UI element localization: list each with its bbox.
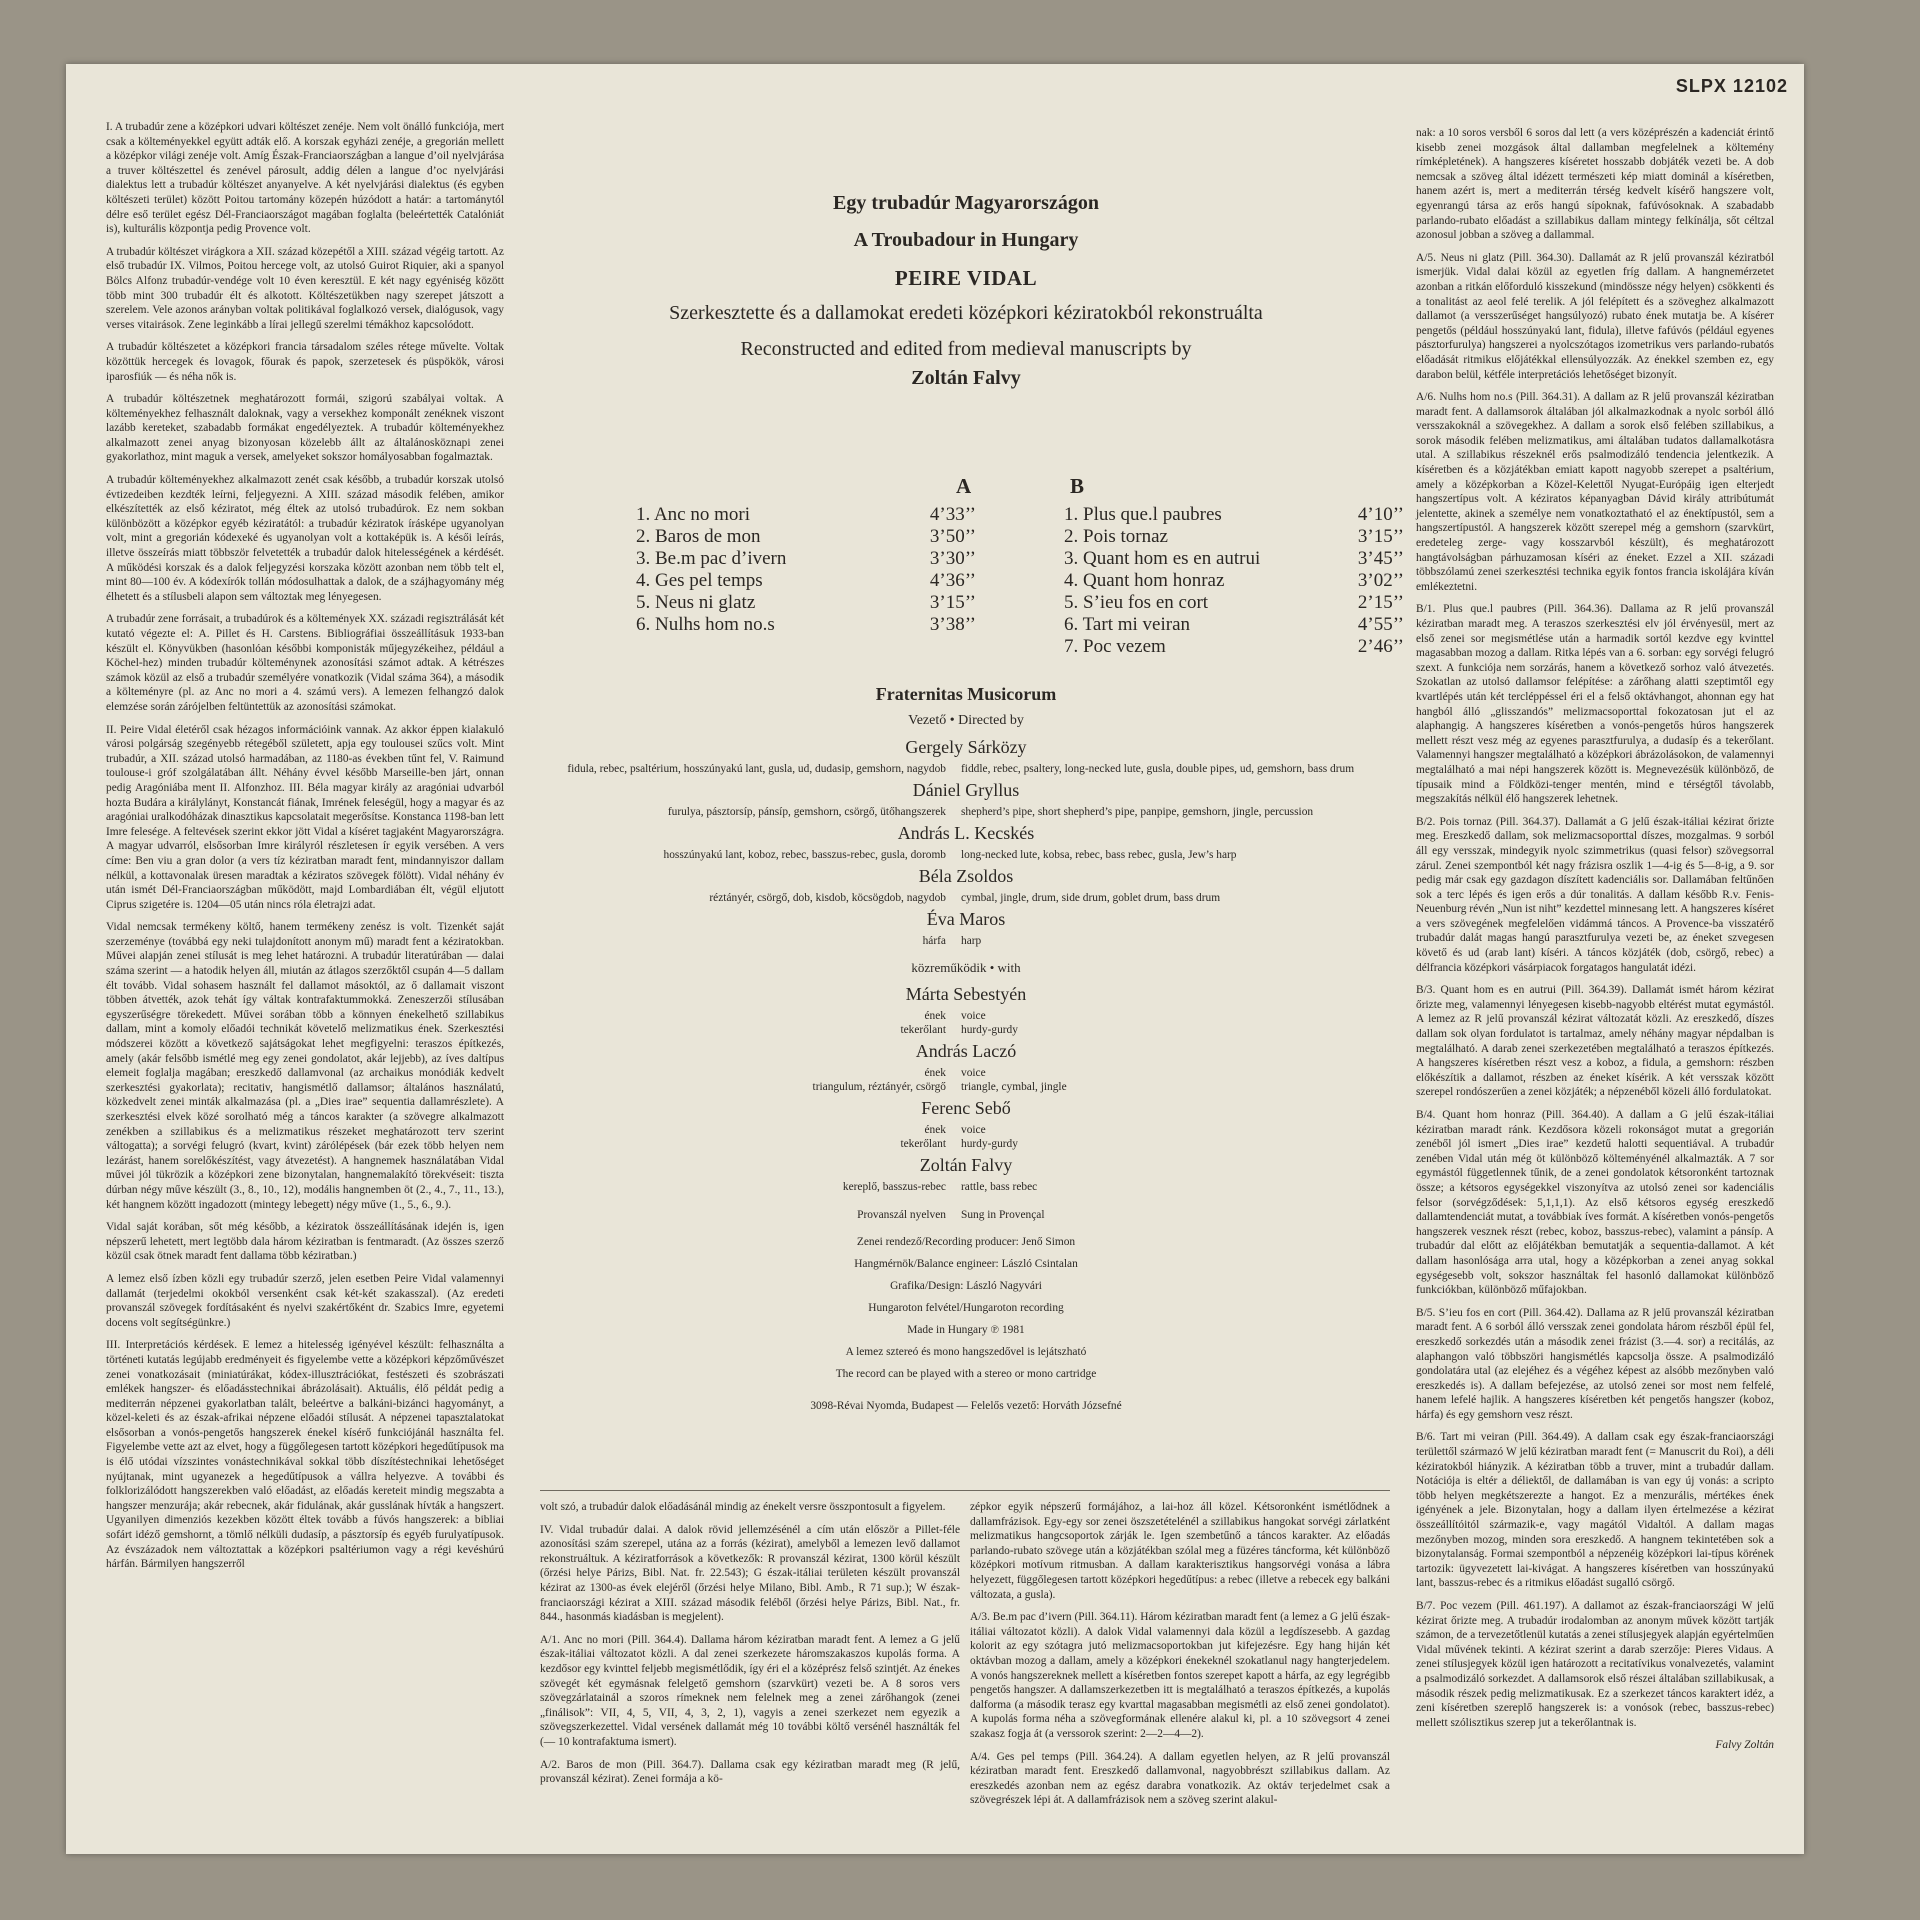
- track-duration: 3’38’’: [929, 614, 976, 635]
- instrument-row: [556, 1123, 1376, 1151]
- track-duration: 3’15’’: [1357, 526, 1404, 547]
- instrument-row: [556, 1009, 1376, 1037]
- language-hungarian: Provanszál nyelven: [857, 1209, 946, 1221]
- instruments-hungarian: ének tekerőlant: [900, 1124, 946, 1150]
- track-row: [1064, 526, 1404, 548]
- side-a-label: A: [956, 474, 972, 498]
- track-duration: 2’46’’: [1357, 636, 1404, 657]
- notes-paragraph: I. A trubadúr zene a középkori udvari költészet zenéje. Nem volt önálló funkciója, mert csak a költeményekkel együtt adták elő. A korszak egyházi zenéje, a gregorián mellett a középkor világi zenéje volt. Amíg Észak-Franciaországban a langue d’oil nyelvjárása a truver költészettel és zenével párosult, addig délen a langue d’oc nyelvjárási dialektus lett a trubadúr költészet anyanyelve. A két nyelvjárási dialektus (és egyben költészeti terület) között Poitou tartomány közepén húzódott a határ: a tartománytól délre eső terület egész Dél-Franciaországot magában foglalta (beleértették Catalóniát is), kulturális központja pedig Provence volt.: [106, 121, 504, 236]
- notes-paragraph: B/4. Quant hom honraz (Pill. 364.40). A dallam a G jelű észak-itáliai kéziratban maradt ránk. Kezdősora közeli rokonságot mutat a gregorián zenéből jól ismert „Dies irae” kezdetű halotti sequentiával. A trubadúr zenében Vidal után még öt különböző költeményénél alkalmazták. A 7 sor egymástól függetlennek tűnik, de a zenei gondolatok kétsoronként tartoznak össze; a kétsoros egységekkel viszonyítva az utolsó zenei sor kadenciális felsor (sorvégződések: 5,1,1,1). Az első kétsoros egység ereszkedő dallamtendenciát mutat, a továbbiak íves formát. A kíséretben vonós-pengetős hangszerek vesznek részt (rebec, koboz, basszus-rebec), valamint a pánsíp. A trubadúr dal előtt az előjátékban bemutatják a sequentia-dallamot. A két dallam hasonlósága arra utal, hogy a középkorban a zenei anyag sokkal egységesebb volt, sokszor használtak fel hasonló dallamokat különböző funkciókban, különböző műfajokban.: [1416, 1109, 1774, 1297]
- title-block: [556, 134, 1376, 390]
- instruments-hungarian: furulya, pásztorsíp, pánsíp, gemshorn, csörgő, ütőhangszerek: [667, 806, 946, 818]
- track-title: 6. Nulhs hom no.s: [636, 614, 775, 635]
- notes-paragraph: A/6. Nulhs hom no.s (Pill. 364.31). A dallam az R jelű provanszál kéziratban maradt fent. A dallamsorok általában jól alkalmazkodnak a nyolc sorból álló versszakoknál a szövegekhez. A dallam a sorok első felében szillabikus, a sorok második felében melizmatikus, ami általában tudatos dallamalkotásra utal. A szillabikus részeknél erős psalmodizáló tendencia jelentkezik. A kíséretben és a közjátékban emiatt kapott nagyobb szerepet a psaltérium, amely a középkorban a Közel-Kelettől Nyugat-Európáig igen elterjedt hangszertípus volt. A kéziratos képanyagban Dávid király attribútumát jelentette, akinek a személye nem vonatkoztatható el az énektípustól, sem a hangszertípustól. A hangszerek között szerepel még a gemshorn (szarvkürt, eredeteleg zerge- vagy kosszarvból készült), és meghatározott hangtávolságban párhuzamosan kíséri az éneket. Ezzel a XII. századi többszólamú zenei szerkesztési technika egyik fontos francia iskolájára kíván emlékeztetni.: [1416, 391, 1774, 593]
- notes-column-right: [1416, 126, 1774, 1753]
- instruments-hungarian: hárfa: [922, 935, 946, 947]
- ensemble-name: Fraternitas Musicorum: [875, 684, 1057, 704]
- instruments-english: voice triangle, cymbal, jingle: [961, 1067, 1067, 1093]
- track-title: 4. Ges pel temps: [636, 570, 763, 591]
- notes-paragraph: B/7. Poc vezem (Pill. 461.197). A dallamot az észak-franciaországi W jelű kézirat őrizte meg. A trubadúr irodalomban az anonym művek között tartják számon, de a tervezetőtlenül kutatás a zenei stílusjegyek alapján egyértelműen Vidal művének tekinti. A kézirat szerint a darab szerzője: Pieres Vidaus. A zenei stílusjegyek közül igen határozott a recitatívikus vonalvezetés, valamint a psalmodizáló sorkezdet. A dallamsorok első részei általában szillabikusak, a második részek pedig melizmatikusak. Ez a szerkezet táncos karaktert idéz, a zeni kíséretben szereplő hangszerek is: a vonósok (rebec, basszus-rebec) mellett szólisztikus szerep jut a tekerőlantnak is.: [1416, 1600, 1774, 1729]
- printer-line: 3098-Révai Nyomda, Budapest — Felelős vezető: Horváth Józsefné: [810, 1400, 1122, 1412]
- notes-paragraph: A trubadúr zene forrásait, a trubadúrok és a költemények XX. századi regisztrálását két kutató végezte el: A. Pillet és H. Carstens. Bibliográfiai összeállításuk 1933-ban készült el. Könyvükben (hasonlóan későbbi komponisták műjegyzékeihez, például a Köchel-hez) minden trubadúr költeménynek azonosítási számot adtak. A kétrészes számok közül az első a trubadúr személyére vonatkozik (Vidal száma 364), a második a költeményre (pl. az Anc no mori a 4. számú vers). A lemezen felhangzó dalok elemzése során zárójelben feltüntettük az azonosítási számokat.: [106, 613, 504, 713]
- notes-paragraph: A/4. Ges pel temps (Pill. 364.24). A dallam egyetlen helyen, az R jelű provanszál kéziratban maradt fent. Ereszkedő dallamvonal, nagyobbrészt szillabikus dallam. Az ereszkedés azonban nem az egész darabra vonatkozik. Az oktáv terjedelmet csak a szövegrészek lépi át. A dallamfrázisok nem a szöveg szerint alakul-: [970, 1750, 1390, 1807]
- instruments-hungarian: ének tekerőlant: [900, 1010, 946, 1036]
- notes-paragraph: B/1. Plus que.l paubres (Pill. 364.36). Dallama az R jelű provanszál kéziratban maradt meg. A teraszos szerkesztési elv jól érvényesül, mert az első zenei sor megismétlése után a harmadik sortól kezdve egy kvinttel magasabban mozog a dallam. Ritka lépés van a 6. sorban: egy sorvégi felugró szext. A funkciója nem sorzárás, hanem a következő sorhoz való átvezetés. Szokatlan az utolsó dallamsor felépítése: a zárőhang alatti szeptimtől egy kvartlépés után két tercléppéssel éri el a felső oktávhangot, ahonnan egy hat hangból álló „glisszandós” melizmacsoporttal fokozatosan jut el az alaphangig. A hangszeres kíséretben a vonós-pengetős húros hangszerek mellett részt vesz még az egyenes parasztfurulya, a dudasíp és a tekerőlant. Valamennyi hangszer megtalálható a középkori ábrázolásokon, de valamennyi megtalálható a mai népi hangszerek között is. Megnevezésük különböző, de típusaik mind a Földközi-tenger mentén, mind e térségtől távolabb, megszakítás nélkül élő hangszerek lehetnek.: [1416, 603, 1774, 806]
- notes-paragraph: A/2. Baros de mon (Pill. 364.7). Dallama csak egy kéziratban maradt meg (R jelű, provanszál kézirat). Zenei formája a kö-: [540, 1758, 960, 1786]
- guests-list: [556, 984, 1376, 1194]
- divider-line: [540, 1490, 1390, 1491]
- subtitle-hungarian: Szerkesztette és a dallamokat eredeti középkori kéziratokból rekonstruálta: [669, 302, 1263, 324]
- track-title: 3. Quant hom es en autrui: [1064, 548, 1261, 569]
- track-title: 7. Poc vezem: [1064, 636, 1166, 657]
- notes-column-middle-left: [540, 1500, 960, 1795]
- production-line: Grafika/Design: László Nagyvári: [890, 1280, 1042, 1292]
- musician-name: Éva Maros: [926, 909, 1006, 929]
- track-duration: 4’33’’: [929, 504, 976, 525]
- production-line: Zenei rendező/Recording producer: Jenő Simon: [856, 1236, 1076, 1248]
- with-label: közreműködik • with: [911, 960, 1021, 975]
- instruments-hungarian: ének triangulum, réztányér, csörgő: [812, 1067, 946, 1093]
- notes-paragraph: B/6. Tart mi veiran (Pill. 364.49). A dallam csak egy észak-franciaországi területtől származó W jelű kéziratban maradt fent (= Manuscrit du Roi), a déli kéziratokból hiányzik. A kéziratban több a truver, mint a trubadúr dallam. Notációja is eltér a déliektől, de dallamában is van egy új vonás: a scripto több helyen megkétszerezte a hangot. Ez a menzurális, mértékes ének igényének a jele. Bizonytalan, hogy a dallam ilyen értelmezése a kézirat összeállítóitól származik-e, vagy magától Vidaltól. A dallam magas mezőnyben mozog, minden sora ereszkedő. A hangnem tekintetében sok a bizonytalanság. Formai szempontból a népzenéig középkori lai-típus körének tartozik: ügyvezetett lai-kivágat. A hangszeres kíséretben van hosszúnyakú lant, basszus-rebec és a ritmikus előadást sugalló csörgő.: [1416, 1431, 1774, 1590]
- instrument-row: [556, 891, 1376, 905]
- notes-paragraph: nak: a 10 soros versből 6 soros dal lett (a vers középrészén a kadenciát érintő kisebb zenei mozgások által dallamban megfelelnek a költemény rímképletének). A hangszeres kíséretet hosszabb dobjáték vezeti be. A dob nemcsak a szöveg által idézett természeti kép miatt dominál a kíséretben, hanem azért is, mert a mediterrán térség kedvelt kísérő hangszere volt, egyenrangú társa az erős hangú sípoknak, fafúvósoknak. A szabadabb parlando-rubato előadást a szillabikus dallam mintegy felkínálja, sőt céltzal azonosul jobban a szöveg a dallammal.: [1416, 127, 1774, 242]
- notes-paragraph: A trubadúr költeményekhez alkalmazott zenét csak később, a trubadúr korszak utolsó évtizedeiben kezdték leírni, feljegyezni. A XIII. század második felében, amikor elkészítették az első kéziratot, még éltek az utolsó trubadúrok. Ez nem sokban különbözött a középkor egyéb kéziratától: a trubadúr kéziratok írásképe ugyanolyan volt, mint a gregorián kódexeké és ugyanolyan volt a kottaképük is. A késői leírás, illetve összeírás miatt többször felvetették a trubadúr dalok hitelességének a kérdését. A működési korszak és a dalok feljegyzési korszaka között azonban nem több telt el, mint 80—100 év. A kódexírók tollán módosulhattak a dalok, de a szájhagyomány még élhetett és a stílusbeli alapon sem változtak meg lényegesen.: [106, 474, 504, 603]
- credits-block: [556, 684, 1376, 1412]
- instruments-hungarian: réztányér, csörgő, dob, kisdob, köcsögdob, nagydob: [709, 892, 946, 904]
- composer-name: PEIRE VIDAL: [894, 266, 1038, 290]
- instruments-english: voice hurdy-gurdy: [961, 1010, 1018, 1036]
- notes-paragraph: IV. Vidal trubadúr dalai. A dalok rövid jellemzésénél a cím után először a Pillet-féle azonosítási szám szerepel, utána az a forrás (kézirat), amelyből a lemezen levő dallamot rekonstruáltuk. A kéziratforrások a következők: R provanszál kézirat, 1300 körül készült (őrzési helye Párizs, Bibl. Nat. fr. 22.543); G észak-itáliai területen készült provanszál kézirat az 1300-as évek elejéről (őrzési helye Milano, Bibl. Amb., R 71 sup.); W észak-franciaországi kézirat a XIII. század második feléből (őrzési helye Párizs, Bibl. Nat., fr. 844., hasonmás kiadásban is megjelent).: [540, 1523, 960, 1624]
- editor-name: Zoltán Falvy: [911, 367, 1021, 389]
- instruments-english: rattle, bass rebec: [961, 1181, 1038, 1193]
- instrument-row: [556, 934, 1376, 948]
- track-duration: 3’30’’: [929, 548, 976, 569]
- track-title: 5. S’ieu fos en cort: [1064, 592, 1209, 613]
- track-duration: 4’55’’: [1357, 614, 1404, 635]
- catalog-number: SLPX 12102: [1675, 76, 1788, 96]
- instruments-hungarian: fidula, rebec, psaltérium, hosszúnyakú lant, gusla, ud, dudasip, gemshorn, nagydob: [567, 763, 946, 775]
- instruments-english: cymbal, jingle, drum, side drum, goblet drum, bass drum: [961, 892, 1221, 904]
- production-line: Hungaroton felvétel/Hungaroton recording: [868, 1302, 1064, 1314]
- notes-paragraph: A trubadúr költészetnek meghatározott formái, szigorú szabályai voltak. A költeményekhez felhasznált daloknak, vagy a versekhez komponált zenéknek viszont lazább kereteket, szabadabb formákat engedélyeztek. A trubadúr költeményekhez alkalmazott zenei anyag bizonyosan közelebb állt az általánosköznapi zenei gyakorlathoz, mint maguk a versek, amelyeket sokszor homályosabban fogalmaztak.: [106, 393, 504, 464]
- production-line: A lemez sztereó és mono hangszedővel is lejátszható: [845, 1346, 1087, 1358]
- instruments-english: shepherd’s pipe, short shepherd’s pipe, panpipe, gemshorn, jingle, percussion: [961, 806, 1314, 818]
- notes-paragraph: A trubadúr költészet virágkora a XII. század közepétől a XIII. század végéig tartott. Az első trubadúr IX. Vilmos, Poitou hercege volt, az utolsó Guirot Riquier, aki a spanyol Bölcs Alfonz trubadúr-vendége volt 10 éven keresztül. E két nagy egyéniség között több mint 300 trubadúr élt és alkotott. Költészetükben nagy szerepet játszott a szerelem. Vele azonos arányban voltak politikával foglalkozó versek, dialógusok, vagy verses vitairások. Zene leginkább a lírai jellegű szerelmi témákhoz kapcsolódott.: [106, 245, 504, 331]
- instrument-row: [556, 848, 1376, 862]
- track-duration: 2’15’’: [1357, 592, 1404, 613]
- language-english: Sung in Provençal: [961, 1209, 1045, 1221]
- track-title: 4. Quant hom honraz: [1064, 570, 1225, 591]
- track-title: 2. Baros de mon: [636, 526, 761, 547]
- directed-by-label: Vezető • Directed by: [908, 713, 1024, 728]
- track-duration: 3’50’’: [929, 526, 976, 547]
- notes-paragraph: zépkor egyik népszerű formájához, a lai-hoz áll közel. Kétsoronként ismétlődnek a dallamfrázisok. Egy-egy sor zenei öszszetételénél a szillabikus hangokat sorvégi zárlatként melizmatikus hangcsoportok zárják le. Igen szembetűnő a táncos karakter. Az előadás parlando-rubato szövege után a közjátékban szólal meg a füzéres táncforma, két különböző középkori motívum ritmusban. A dallam karakterisztikus hangsorvégi vonása a lábra helyezett, függőlegesen tartott középkori hegedűtípus: a rebec (illetve a rebecek egy balkáni változata, a gusla).: [970, 1501, 1390, 1601]
- album-back-cover: [66, 64, 1804, 1854]
- language-line: [556, 1208, 1376, 1222]
- track-title: 6. Tart mi veiran: [1064, 614, 1191, 635]
- instruments-hungarian: kereplő, basszus-rebec: [842, 1181, 946, 1193]
- track-title: 1. Anc no mori: [636, 504, 750, 525]
- notes-column-left: [106, 120, 504, 1580]
- track-duration: 4’36’’: [929, 570, 976, 591]
- musician-name: Béla Zsoldos: [918, 866, 1014, 886]
- track-row: [1064, 614, 1404, 636]
- production-line: Hangmérnök/Balance engineer: László Csintalan: [854, 1258, 1078, 1270]
- notes-paragraph: Vidal nemcsak termékeny költő, hanem termékeny zenész is volt. Tizenkét saját szerzeménye (továbbá egy neki tulajdonított anonym mű) maradt fent a kéziratokban. Művei alapján zenei stílusát is meg lehet határozni. A trubadúr literatúrában — dalai száma szerint — a hatodik helyen áll, miután az átlagos szerzőktől csupán 4—5 dallam élt tovább. Vidal sohasem használt fel dallamot másoktól, az ő dallamait viszont többen átvették, azok tehát így váltak kontrafaktummokká. Zeneszerzői stílusában egyszerűségre törekedett. Művei sorában több a könnyen énekelhető szillabikus dallam, mint a komoly előadói technikát követelő melizmatikus ének. Szerkesztési módszerei között a következő sajátságokat lehet megfigyelni: teraszos építkezés, amely (akár felsőbb ismétlé meg egy zenei gondolatot, akár lejjebb), az íves daltípus elemeit foglalja magában; ereszkedő dallamvonal (az archaikus monódiák kedvelt szerkesztési gyakorlata); recitativ, hangismétlő dallamsor; általános használatú, közkedvelt zenei minták alkalmazása (pl. a „Dies irae” sequentia dallamrészlete). A szerkesztési elvek közé sorolható még a táncos karakter (a szövegre alkalmazott zenékben a szillabikus és a melizmatikus részeket meghatározott terv szerint váltogatta); a sorvégi felugró (kvart, kvint) zárólépések (bár ezek több helyen nem lezárást, hanem sorelőkészítést, vagy átvezetést). A hangnemek használatában Vidal művei jól tükrözik a középkori zene bizonytalan, hangnemalakító törekvéseit: tiszta dúrban négy műve készült (3., 8., 10., 12), modális hangnemben öt (2., 4., 7., 11., 13.), két hangnem között ingadozott (mintegy lebegett) négy műve (1., 5., 6., 9.).: [106, 921, 504, 1211]
- musician-name: Zoltán Falvy: [919, 1155, 1013, 1175]
- instruments-english: harp: [961, 935, 982, 947]
- musicians-list: [556, 737, 1376, 948]
- instrument-row: [556, 1066, 1376, 1094]
- notes-paragraph: A lemez első ízben közli egy trubadúr szerző, jelen esetben Peire Vidal valamennyi dallamát (terjedelmi okokból versenként csak két-két szakasszal). (Az eredeti provanszál szövegek fordításaként és nyelvi szakértőként dr. Szabics Imre, egyetemi docens volt segítségünkre.): [106, 1272, 504, 1329]
- notes-paragraph: II. Peire Vidal életéről csak hézagos információink vannak. Az akkor éppen kialakuló városi polgárság szegényebb rétegéből született, apja egy toulousei szűcs volt. Mint trubadúr, a XII. század utolsó harmadában, az 1180-as években tűnt fel, V. Raimund toulouse-i gróf szolgálatában állt. Néhány évvel később Marseille-ben járt, onnan pedig Aragóniába ment II. Alfonzhoz. III. Béla magyar király az aragóniai udvarból hozta Budára a királylányt, Konstancát fiának, Imrének feleségül, hogy a magyar és az aragóniai uralkodóházak dinasztikus kapcsolatait megerősítse. Konstanca 1198-ban lett Imre felesége. A feltevések szerint ekkor jött Vidal a kíséret tagjaként Magyarországra. A magyar udvarról, elsősorban Imre királyról részletesen ír egyik versében. A vers címe: Ben viu a gran dolor (a vers tíz kéziratban maradt fent, mindannyiszor dallam nélkül, a kottavonalak üresen maradtak a kéziratos szövegek fölött). Vidal néhány év után ismét Dél-Franciaországban működött, majd Lombardiában élt, végül eljutott Ciprus szigetére is. 1204—05 után nincs róla életrajzi adat.: [106, 723, 504, 911]
- track-row: [1064, 504, 1404, 526]
- musician-name: Márta Sebestyén: [905, 984, 1027, 1004]
- notes-paragraph: A/1. Anc no mori (Pill. 364.4). Dallama három kéziratban maradt fent. A lemez a G jelű észak-itáliai változatot közli. A dal zenei szerkezete háromszakaszos kupolás forma. A kezdősor egy kvinttel feljebb megismétlődik, így éri el a középrész felső szintjét. Az énekes szövegét két egymásnak felelgető gemshorn (szarvkürt) vezeti be. A 8 soros vers szövegzárlatainál a szoros rímeknek nem felelnek meg a zenei zárőhangok (zenei „finálisok”: VII, 4, 5, VII, 4, 3, 2, 1), vagyis a zenei szerkezet nem egyezik a szövegszerkezettel. Vidal versének dallamát még 10 további költő versénél használták fel (— 10 kontrafaktuma ismert).: [540, 1633, 960, 1748]
- instruments-hungarian: hosszúnyakú lant, koboz, rebec, basszus-rebec, gusla, doromb: [663, 849, 946, 861]
- track-row: [636, 592, 976, 614]
- instrument-row: [556, 762, 1376, 776]
- author-signature: Falvy Zoltán: [1715, 1739, 1774, 1752]
- production-line: The record can be played with a stereo or mono cartridge: [835, 1368, 1097, 1380]
- track-row: [1064, 570, 1404, 592]
- notes-paragraph: B/5. S’ieu fos en cort (Pill. 364.42). Dallama az R jelű provanszál kéziratban maradt fent. A 6 sorból álló versszak zenei gondolata három részből épül fel, ereszkedő sorkezdés után a második zenei frázist (3.—4. sor) a recitálás, az alaphangon való többszöri hangismétlés kapcsolja össze. A psalmodizáló gondolatára utal (az elejéhez és a végéhez képest az alsóbb mezőnyben való ereszkedés is). A dallam befejezése, az utolsó zenei sor most nem felfelé, hanem lefelé hajlik. A hangszeres kíséretben két pengetős hangszer (koboz, hárfa) és egy gemshorn vesz részt.: [1416, 1306, 1774, 1421]
- side-b-label: B: [1070, 474, 1085, 498]
- instruments-english: fiddle, rebec, psaltery, long-necked lute, gusla, double pipes, ud, gemshorn, bass drum: [961, 763, 1355, 775]
- track-title: 1. Plus que.l paubres: [1064, 504, 1222, 525]
- track-duration: 3’45’’: [1357, 548, 1404, 569]
- production-credits: [556, 1232, 1376, 1384]
- track-row: [1064, 548, 1404, 570]
- track-row: [636, 548, 976, 570]
- track-row: [636, 614, 976, 636]
- notes-paragraph: volt szó, a trubadúr dalok előadásánál mindig az énekelt versre összpontosult a figyelem.: [540, 1501, 946, 1513]
- track-title: 3. Be.m pac d’ivern: [636, 548, 787, 569]
- title-hungarian: Egy trubadúr Magyarországon: [833, 192, 1099, 214]
- track-row: [1064, 592, 1404, 614]
- track-duration: 4’10’’: [1357, 504, 1404, 525]
- instrument-row: [556, 805, 1376, 819]
- track-duration: 3’15’’: [929, 592, 976, 613]
- musician-name: Ferenc Sebő: [921, 1098, 1011, 1118]
- instruments-english: voice hurdy-gurdy: [961, 1124, 1018, 1150]
- notes-paragraph: B/2. Pois tornaz (Pill. 364.37). Dallamát a G jelű észak-itáliai kézirat őrizte meg. Ereszkedő dallam, sok melizmacsoporttal díszes, mozgalmas. 9 sorból áll egy versszak, mindegyik nyolc szimmetrikus (quasi felsor) szövegsorral zárul. Zenei szempontból két nagy frázisra oszlik 1—4-ig és 5—8-ig, a 9. sor pedig már csak egy gazdagon díszített kadenciális sor. Dallamában feltűnően sok a terc lépés és igen erős a dúr tonalitás. A dallam később R.v. Fenis-Neuenburg révén „Nun ist niht” kezdettel minnesang lett. A hangszeres kíséret a vers szövegének megfelelően vidámmá táncos. A Provence-ba visszatérő trubadúr dalát magas hangú parasztfurulya vezeti be, az éneket szvegesen követő és ud (arab lant) kíséri. A táncos közjáték (dob, csörgő, rebec) a délfrancia középkori vásárpiacok forgatagos hangulatát idézi.: [1416, 815, 1774, 974]
- notes-paragraph: B/3. Quant hom es en autrui (Pill. 364.39). Dallamát ismét három kézirat őrizte meg, valamennyi lényegesen kisebb-nagyobb eltérést mutat egymástól. A lemez az R jelű provanszál kézirat változatát közli. Az ereszkedő, díszes dallam sok olyan fordulatot is tartalmaz, amely néhány magyar népdalban is megtalálható. A darab zenei szerkezetében megtalálható a teraszos építkezés. A hangszeres kíséretben részt vesz a koboz, a fidula, a gemshorn: részben előkészítik a dallamot, részben az éneket kísérik. A két versszak között szerepel rondószerűen a zenei közjáték; a népzenéből közeli álló fordulatokat.: [1416, 984, 1774, 1099]
- title-english: A Troubadour in Hungary: [853, 229, 1079, 251]
- musician-name: Dániel Gryllus: [912, 780, 1020, 800]
- musician-name: Gergely Sárközy: [905, 737, 1027, 757]
- side-b-tracks: [1064, 504, 1404, 658]
- track-row: [636, 526, 976, 548]
- track-row: [636, 504, 976, 526]
- track-row: [1064, 636, 1404, 658]
- instruments-english: long-necked lute, kobsa, rebec, bass rebec, gusla, Jew’s harp: [961, 849, 1237, 861]
- notes-paragraph: A/5. Neus ni glatz (Pill. 364.30). Dallamát az R jelű provanszál kéziratból ismerjük. Vidal dalai közül az egyetlen fríg dallam. A hangnemérzetet azonban a ritkán előforduló kisszekund (mindössze négy helyen) csökkenti és a tonalitást az aeol felé terelik. A jól felépített és a szöveghez alkalmazott dallamot (a versszerűséget hangsúlyozó) rubato ének mutatja be. A kísérет pengetős (például hosszúnyakú lant, fidula), illetve fafúvós (például egyenes pásztorfurulya) hangszerei a nyolcszótagos izometrikus vers parlando-rubatós előadását ritmikus előjátékkal ellensúlyozzák. Az énekkel szemben ez, egy darabon belül, kétféle interpretációs lehetőséget bizonyít.: [1416, 251, 1774, 381]
- notes-paragraph: Vidal saját korában, sőt még később, a kéziratok összeállításának idején is, igen népszerű lehetett, mert legtöbb dala három kéziratban is fentmaradt. (Az összes szerző közül csak ötnek maradt fent dallama több kéziratban.): [106, 1221, 504, 1263]
- notes-column-middle-right: [970, 1500, 1390, 1816]
- notes-paragraph: A/3. Be.m pac d’ivern (Pill. 364.11). Három kéziratban maradt fent (a lemez a G jelű észak-itáliai változatot közli). A dalok Vidal valamennyi dala közül a legdíszesebb. A gazdag kolorit az egy szótagra jutó melizmacsoportokban jut kifejezésre. Egy hang hiján két oktávban mozog a dallam, amely a középkori énekeknél szokatlanul nagy hangterjedelem. A vonós hangszereknek mellett a kíséretben fontos szerepet kapott a hárfa, az egy legrégibb pengetős hangszer. A dallamszerkezetben itt is megtalálható a teraszos építkezés, a kupolás dalforma (a második terasz egy kvarttal magasabban megismétli az első zenei gondolatot). A kupolás forma néha a szövegformának ellenére alakul ki, pl. a 10 szövegsort 4 zenei szakasz fogja át (a verssorok szerint: 2—2—4—2).: [970, 1611, 1390, 1740]
- notes-paragraph: III. Interpretációs kérdések. E lemez a hitelesség igényével készült: felhasználta a történeti kutatás legújabb eredményeit és figyelembe vette a középkori képzőművészet zenei vonatkozásait (miniatúrákat, kódex-illusztrációkat, festészeti és szobrászati emlékek hangszer- és előadásstechnikai ábrázolásait). Aktuális, élő példát pedig a mediterrán népzenei gyakorlatban talált, beleértve a balkáni-bizánci hagyományt, a közel-keleti és az észak-afrikai népzene előadói stílusát. A népzenei tapasztalatokat elsősorban a vonós-pengetős hangszerek énekel kísérő funkciójánál használta fel. Figyelembe vette azt az elvet, hogy a függőlegesen tartott középkori hegedűtípusok ma is élő utódai vízszintes vonástechnikával sokkal több díszítéstechnikai lehetőséget nyújtanak, mint ugyanezek a hegedűtípusok a vállra helyezve. A további és folklorizálódott hangszerekben való előadást, az előadás kereteit mindig megszabta a hangszer menzurája; akár rebecnek, akár fidulának, akár gusslának hívták a hangszert. Ugyanilyen dimenziós kezekben között éltek tovább a fúvós hangszerek: a bibliai sofárt idéző gemshornt, a tömlő nélküli dudasíp, a pásztorsíp és egyéb furulyatípusok. Az évszázadok nem változtattak a középkori psaltériumon vagy a régi kevéshúrú hárfán. Bármilyen hangszerről: [106, 1339, 504, 1571]
- track-row: [636, 570, 976, 592]
- track-title: 2. Pois tornaz: [1064, 526, 1168, 547]
- instrument-row: [556, 1180, 1376, 1194]
- musician-name: András Laczó: [915, 1041, 1017, 1061]
- track-title: 5. Neus ni glatz: [636, 592, 756, 613]
- notes-paragraph: A trubadúr költészetet a középkori francia társadalom széles rétege művelte. Voltak közöttük hercegek és lovagok, főurak és papok, szerzetesek és püspökök, városi iparosfiúk — és néha nők is.: [106, 341, 504, 383]
- musician-name: András L. Kecskés: [897, 823, 1035, 843]
- track-duration: 3’02’’: [1357, 570, 1404, 591]
- side-a-tracks: [636, 504, 976, 636]
- production-line: Made in Hungary ℗ 1981: [907, 1324, 1025, 1336]
- subtitle-english: Reconstructed and edited from medieval manuscripts by: [740, 338, 1192, 360]
